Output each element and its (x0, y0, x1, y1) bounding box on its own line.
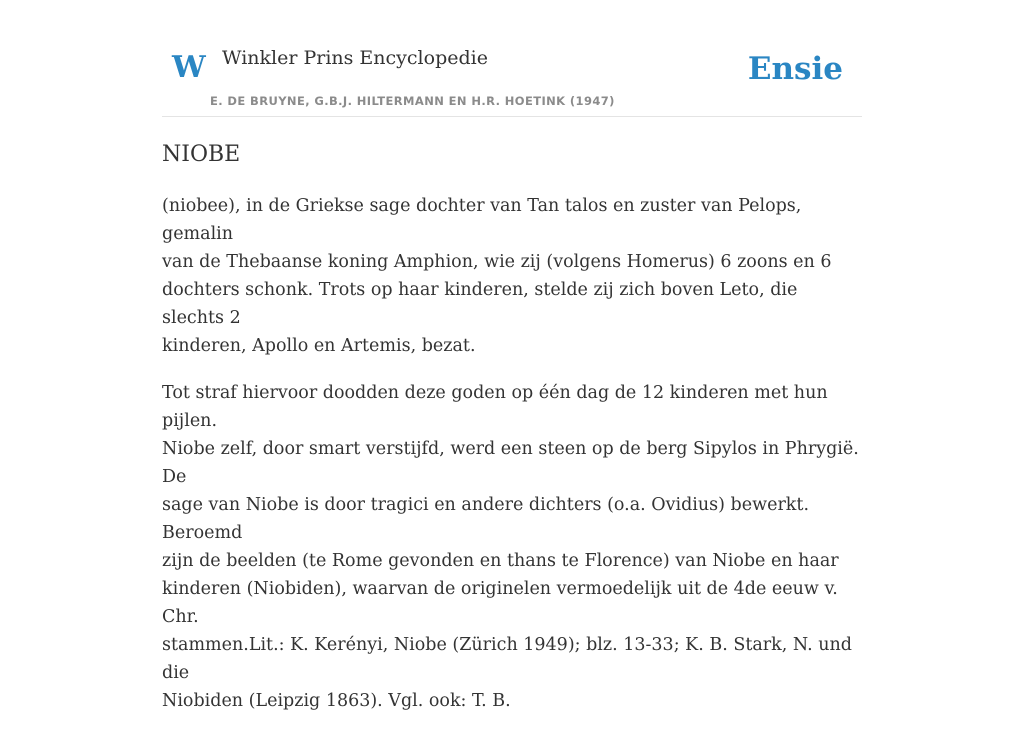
article-paragraph: Tot straf hiervoor doodden deze goden op één dag de 12 kinderen met hun pijlen. Niobe zelf, door smart verstijfd, werd een steen op de berg Sipylos in Phrygië. De sage van Niobe is door tragici en andere dichters (o.a. Ovidius) bewerkt. Beroemd zijn de beelden (te Rome gevonden en thans te Florence) van Niobe en haar kinderen (Niobiden), waarvan de originelen vermoedelijk uit de 4de eeuw v. Chr. stammen.Lit.: K. Kerényi, Niobe (Zürich 1949); blz. 13-33; K. B. Stark, N. und die Niobiden (Leipzig 1863). Vgl. ook: T. B. (162, 383, 859, 711)
winkler-prins-logo[interactable]: W (172, 50, 206, 85)
source-authors: E. DE BRUYNE, G.B.J. HILTERMANN EN H.R. HOETINK (1947) (210, 94, 615, 108)
header (162, 0, 862, 117)
article-body (162, 192, 862, 734)
article-paragraph: (niobee), in de Griekse sage dochter van Tan talos en zuster van Pelops, gemalin van de Thebaanse koning Amphion, wie zij (volgens Homerus) 6 zoons en 6 dochters schonk. Trots op haar kinderen, stelde zij zich boven Leto, die slechts 2 kinderen, Apollo en Artemis, bezat. (162, 196, 832, 356)
ensie-brand-logo[interactable]: Ensie (747, 51, 843, 87)
article-title: NIOBE (162, 142, 241, 167)
page (162, 0, 862, 711)
source-title[interactable]: Winkler Prins Encyclopedie (222, 47, 488, 69)
